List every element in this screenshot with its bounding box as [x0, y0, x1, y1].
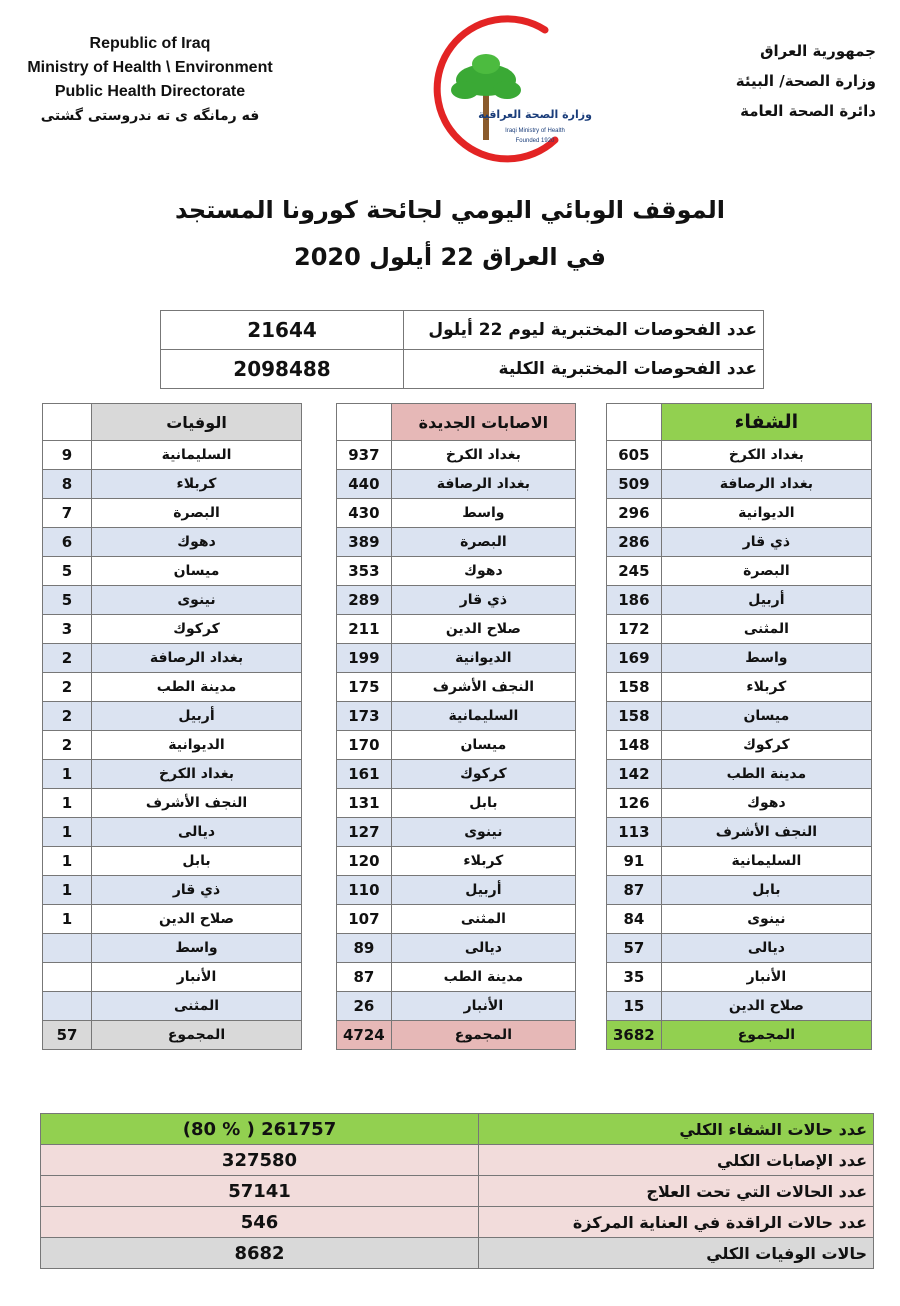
table-row [337, 499, 576, 528]
row-value: 35 [607, 963, 662, 992]
header-spacer [337, 404, 392, 441]
summary-label: حالات الوفيات الكلي [479, 1238, 874, 1269]
row-province: مدينة الطب [391, 963, 575, 992]
summary-row [41, 1207, 874, 1238]
header-spacer [43, 404, 92, 441]
row-value: 199 [337, 644, 392, 673]
summary-value: 8682 [41, 1238, 479, 1269]
table-row [43, 441, 302, 470]
total-row [607, 1021, 872, 1050]
table-row [337, 528, 576, 557]
table-row [43, 702, 302, 731]
row-value: 2 [43, 673, 92, 702]
row-value: 57 [607, 934, 662, 963]
table-row [43, 557, 302, 586]
row-value: 605 [607, 441, 662, 470]
row-province: الديوانية [661, 499, 871, 528]
table-row [43, 818, 302, 847]
row-value: 158 [607, 673, 662, 702]
table-row [607, 528, 872, 557]
summary-value: (80 % ) 261757 [41, 1114, 479, 1145]
ministry-logo [405, 20, 592, 170]
total-tests-value: 2098488 [161, 350, 404, 389]
table-row [607, 992, 872, 1021]
table-row [43, 789, 302, 818]
summary-table [40, 1113, 874, 1269]
row-province: السليمانية [92, 441, 302, 470]
table-row [607, 702, 872, 731]
row-province: النجف الأشرف [661, 818, 871, 847]
row-province: صلاح الدين [661, 992, 871, 1021]
table-row [337, 934, 576, 963]
row-province: ديالى [92, 818, 302, 847]
logo-founded-text: Founded 1920 [515, 138, 555, 144]
row-value: 161 [337, 760, 392, 789]
table-row [337, 760, 576, 789]
row-province: بغداد الكرخ [391, 441, 575, 470]
row-province: ذي قار [661, 528, 871, 557]
row-value: 6 [43, 528, 92, 557]
row-value: 158 [607, 702, 662, 731]
row-province: ديالى [391, 934, 575, 963]
row-value: 245 [607, 557, 662, 586]
row-province: بغداد الكرخ [661, 441, 871, 470]
logo-arabic-text: وزارة الصحة العراقية [478, 108, 592, 121]
row-province: ميسان [391, 731, 575, 760]
row-province: السليمانية [391, 702, 575, 731]
row-value: 148 [607, 731, 662, 760]
daily-tests-label: عدد الفحوصات المختبرية ليوم 22 أيلول [404, 311, 764, 350]
total-label: المجموع [391, 1021, 575, 1050]
row-value: 186 [607, 586, 662, 615]
table-row [43, 760, 302, 789]
row-value: 131 [337, 789, 392, 818]
total-value: 4724 [337, 1021, 392, 1050]
table-row [607, 760, 872, 789]
table-row [607, 673, 872, 702]
row-value [43, 934, 92, 963]
row-province: المثنى [92, 992, 302, 1021]
table-row [607, 876, 872, 905]
row-province: السليمانية [661, 847, 871, 876]
summary-value: 57141 [41, 1176, 479, 1207]
row-value: 169 [607, 644, 662, 673]
row-value: 296 [607, 499, 662, 528]
row-value: 26 [337, 992, 392, 1021]
table-row [43, 963, 302, 992]
header-en-line: Republic of Iraq [89, 35, 211, 52]
row-value: 91 [607, 847, 662, 876]
table-row [337, 615, 576, 644]
row-province: دهوك [661, 789, 871, 818]
row-province: نينوى [391, 818, 575, 847]
table-row [161, 311, 764, 350]
page-subtitle-date: في العراق 22 أيلول 2020 [294, 243, 606, 271]
header-arabic [676, 36, 876, 126]
row-value: 175 [337, 673, 392, 702]
row-province: مدينة الطب [661, 760, 871, 789]
row-province: ذي قار [92, 876, 302, 905]
table-row [337, 963, 576, 992]
summary-row [41, 1176, 874, 1207]
summary-row [41, 1145, 874, 1176]
lab-tests-table [160, 310, 764, 389]
table-row [607, 586, 872, 615]
column-title: الوفيات [92, 404, 302, 441]
row-province: النجف الأشرف [391, 673, 575, 702]
summary-row [41, 1114, 874, 1145]
row-province: النجف الأشرف [92, 789, 302, 818]
table-row [337, 557, 576, 586]
header-en-line: Public Health Directorate [54, 83, 246, 100]
table-row [607, 644, 872, 673]
table-row [43, 876, 302, 905]
daily-tests-value: 21644 [161, 311, 404, 350]
table-row [337, 905, 576, 934]
row-province: البصرة [92, 499, 302, 528]
row-value: 172 [607, 615, 662, 644]
row-value: 5 [43, 557, 92, 586]
row-value: 289 [337, 586, 392, 615]
table-row [607, 499, 872, 528]
row-value: 127 [337, 818, 392, 847]
recovered-table [606, 403, 872, 1050]
row-province: كركوك [391, 760, 575, 789]
deaths-table [42, 403, 302, 1050]
row-province: صلاح الدين [92, 905, 302, 934]
row-province: واسط [391, 499, 575, 528]
row-value: 509 [607, 470, 662, 499]
logo-english-text: Iraqi Ministry of Health [505, 128, 565, 134]
table-row [337, 441, 576, 470]
row-value: 3 [43, 615, 92, 644]
table-row [607, 615, 872, 644]
table-row [43, 731, 302, 760]
table-row [43, 934, 302, 963]
row-province: الديوانية [92, 731, 302, 760]
summary-label: عدد الإصابات الكلي [479, 1145, 874, 1176]
row-province: بغداد الرصافة [92, 644, 302, 673]
header-spacer [607, 404, 662, 441]
column-title: الاصابات الجديدة [391, 404, 575, 441]
row-province: الأنبار [92, 963, 302, 992]
row-province: المثنى [391, 905, 575, 934]
row-value: 1 [43, 905, 92, 934]
row-value: 2 [43, 702, 92, 731]
summary-label: عدد حالات الراقدة في العناية المركزة [479, 1207, 874, 1238]
row-value: 113 [607, 818, 662, 847]
table-row [607, 934, 872, 963]
table-header-row [337, 404, 576, 441]
row-province: نينوى [661, 905, 871, 934]
table-row [337, 847, 576, 876]
table-row [337, 644, 576, 673]
total-value: 3682 [607, 1021, 662, 1050]
row-value: 440 [337, 470, 392, 499]
row-value: 15 [607, 992, 662, 1021]
table-row [43, 586, 302, 615]
row-province: الديوانية [391, 644, 575, 673]
column-title: الشفاء [661, 404, 871, 441]
row-value: 1 [43, 789, 92, 818]
row-province: بغداد الرصافة [391, 470, 575, 499]
header-kurdish-line: فه رمانگه ى ته ندروستى گشتى [40, 108, 260, 124]
row-value: 1 [43, 760, 92, 789]
table-row [607, 963, 872, 992]
row-value: 142 [607, 760, 662, 789]
row-value: 5 [43, 586, 92, 615]
row-province: الأنبار [391, 992, 575, 1021]
row-province: أربيل [92, 702, 302, 731]
row-value: 84 [607, 905, 662, 934]
row-value: 430 [337, 499, 392, 528]
table-row [161, 350, 764, 389]
header-ar-line: وزارة الصحة/ البيئة [735, 72, 876, 90]
row-province: كربلاء [92, 470, 302, 499]
table-row [607, 441, 872, 470]
row-province: أربيل [391, 876, 575, 905]
header-ar-line: جمهورية العراق [760, 42, 876, 60]
row-value: 8 [43, 470, 92, 499]
row-province: ذي قار [391, 586, 575, 615]
table-row [607, 557, 872, 586]
table-row [607, 818, 872, 847]
row-province: كركوك [92, 615, 302, 644]
row-province: ديالى [661, 934, 871, 963]
row-province: المثنى [661, 615, 871, 644]
table-row [337, 876, 576, 905]
row-value: 937 [337, 441, 392, 470]
table-row [337, 731, 576, 760]
row-value: 126 [607, 789, 662, 818]
row-value: 170 [337, 731, 392, 760]
row-province: أربيل [661, 586, 871, 615]
total-label: المجموع [92, 1021, 302, 1050]
row-value: 110 [337, 876, 392, 905]
table-row [43, 528, 302, 557]
row-value: 389 [337, 528, 392, 557]
row-province: بغداد الكرخ [92, 760, 302, 789]
row-value: 1 [43, 818, 92, 847]
new-cases-table [336, 403, 576, 1050]
row-province: البصرة [661, 557, 871, 586]
total-row [337, 1021, 576, 1050]
row-province: ميسان [92, 557, 302, 586]
summary-label: عدد الحالات التي تحت العلاج [479, 1176, 874, 1207]
row-province: البصرة [391, 528, 575, 557]
row-value: 2 [43, 644, 92, 673]
row-province: كربلاء [661, 673, 871, 702]
table-row [43, 499, 302, 528]
table-row [43, 615, 302, 644]
row-province: نينوى [92, 586, 302, 615]
row-value: 1 [43, 876, 92, 905]
table-row [337, 702, 576, 731]
row-province: دهوك [391, 557, 575, 586]
header-en-line: Ministry of Health \ Environment [27, 59, 273, 76]
table-row [337, 992, 576, 1021]
header-english [0, 32, 300, 128]
table-header-row [607, 404, 872, 441]
table-row [43, 847, 302, 876]
row-value: 89 [337, 934, 392, 963]
table-row [607, 731, 872, 760]
row-province: صلاح الدين [391, 615, 575, 644]
summary-value: 546 [41, 1207, 479, 1238]
row-province: ميسان [661, 702, 871, 731]
table-row [43, 905, 302, 934]
row-province: بابل [92, 847, 302, 876]
row-province: بغداد الرصافة [661, 470, 871, 499]
summary-label: عدد حالات الشفاء الكلي [479, 1114, 874, 1145]
summary-row [41, 1238, 874, 1269]
table-row [337, 673, 576, 702]
row-province: واسط [92, 934, 302, 963]
total-value: 57 [43, 1021, 92, 1050]
row-province: بابل [661, 876, 871, 905]
row-value: 9 [43, 441, 92, 470]
row-province: كركوك [661, 731, 871, 760]
row-value: 286 [607, 528, 662, 557]
row-province: مدينة الطب [92, 673, 302, 702]
table-row [337, 818, 576, 847]
table-row [337, 470, 576, 499]
table-row [43, 644, 302, 673]
row-value: 87 [607, 876, 662, 905]
row-value: 211 [337, 615, 392, 644]
row-province: بابل [391, 789, 575, 818]
table-row [337, 586, 576, 615]
table-row [337, 789, 576, 818]
table-header-row [43, 404, 302, 441]
total-row [43, 1021, 302, 1050]
total-tests-label: عدد الفحوصات المختبرية الكلية [404, 350, 764, 389]
row-value: 2 [43, 731, 92, 760]
row-value: 353 [337, 557, 392, 586]
row-value: 87 [337, 963, 392, 992]
row-province: دهوك [92, 528, 302, 557]
row-province: كربلاء [391, 847, 575, 876]
row-value [43, 992, 92, 1021]
total-label: المجموع [661, 1021, 871, 1050]
row-province: الأنبار [661, 963, 871, 992]
page-title: الموقف الوبائي اليومي لجائحة كورونا المستجد [175, 196, 725, 224]
table-row [43, 470, 302, 499]
table-row [607, 905, 872, 934]
row-value: 1 [43, 847, 92, 876]
table-row [43, 992, 302, 1021]
row-province: واسط [661, 644, 871, 673]
row-value: 7 [43, 499, 92, 528]
table-row [607, 789, 872, 818]
row-value: 173 [337, 702, 392, 731]
summary-value: 327580 [41, 1145, 479, 1176]
row-value [43, 963, 92, 992]
row-value: 120 [337, 847, 392, 876]
row-value: 107 [337, 905, 392, 934]
table-row [607, 847, 872, 876]
table-row [43, 673, 302, 702]
table-row [607, 470, 872, 499]
header-ar-line: دائرة الصحة العامة [740, 102, 876, 120]
